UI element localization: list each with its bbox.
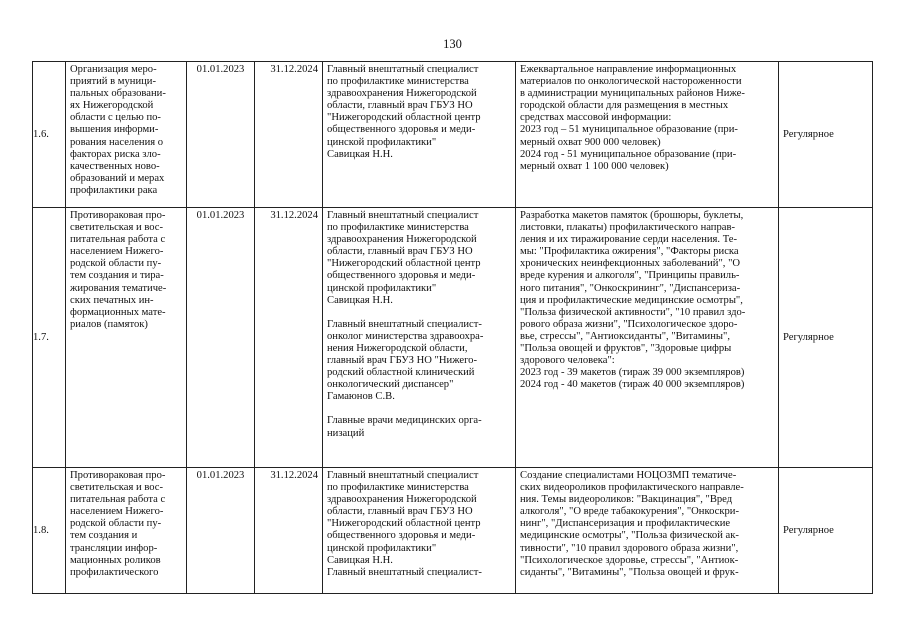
executor-line: Савицкая Н.Н. bbox=[327, 294, 393, 306]
event-line: Организация меро- bbox=[70, 64, 157, 75]
executor-line: области, главный врач ГБУЗ НО bbox=[327, 100, 473, 112]
executor-line: здравоохранения Нижегородской bbox=[327, 494, 477, 506]
event-line: риалов (памяток) bbox=[70, 318, 148, 330]
event-line: образований и мерах bbox=[70, 172, 165, 184]
event-line: трансляции инфор- bbox=[70, 542, 158, 554]
executor-line: цинской профилактики" bbox=[327, 542, 437, 554]
start-date: 01.01.2023 bbox=[187, 62, 255, 208]
frequency-cell: Регулярное bbox=[779, 208, 873, 468]
executor-cell bbox=[323, 208, 516, 468]
result-line: в администрации муниципальных районов Ниже- bbox=[520, 88, 745, 100]
result-line: ления и их тиражирование серди населения. Те- bbox=[520, 234, 738, 246]
end-date: 31.12.2024 bbox=[255, 62, 323, 208]
result-line: "Польза физической активности", "10 правил здо- bbox=[520, 306, 746, 318]
event-line: вышения информи- bbox=[70, 124, 159, 136]
event-line: Противораковая про- bbox=[70, 210, 166, 221]
result-line: "Психологическое здоровье, стрессы", "Антиок- bbox=[520, 554, 739, 566]
result-line: ских видеороликов профилактического направле- bbox=[520, 482, 744, 494]
executor-line: общественного здоровья и меди- bbox=[327, 124, 476, 136]
event-line: области с целью по- bbox=[70, 112, 161, 124]
frequency-cell: Регулярное bbox=[779, 62, 873, 208]
event-line: родской области пу- bbox=[70, 258, 162, 270]
start-date: 01.01.2023 bbox=[187, 468, 255, 594]
event-line: профилактического bbox=[70, 566, 159, 578]
executor-cell bbox=[323, 468, 516, 594]
table-row bbox=[33, 468, 873, 594]
executor-line: "Нижегородский областной центр bbox=[327, 112, 481, 124]
executor-line: "Нижегородский областной центр bbox=[327, 258, 481, 270]
event-line: питательная работа с bbox=[70, 494, 166, 506]
event-line: факторах риска зло- bbox=[70, 148, 161, 160]
start-date: 01.01.2023 bbox=[187, 208, 255, 468]
executor-cell bbox=[323, 62, 516, 208]
event-cell bbox=[66, 468, 187, 594]
end-date: 31.12.2024 bbox=[255, 208, 323, 468]
event-line: пальных образовани- bbox=[70, 88, 166, 100]
table-row bbox=[33, 62, 873, 208]
event-line: ях Нижегородской bbox=[70, 100, 154, 112]
result-line: городской области для размещения в местных bbox=[520, 100, 729, 112]
executor-line: низаций bbox=[327, 427, 365, 439]
executor-line: области, главный врач ГБУЗ НО bbox=[327, 506, 473, 518]
executor-line: родский областной клинический bbox=[327, 367, 475, 379]
row-number: 1.7. bbox=[33, 208, 66, 468]
executor-line: общественного здоровья и меди- bbox=[327, 530, 476, 542]
executor-line: Главный внештатный специалист bbox=[327, 470, 479, 481]
executor-line: здравоохранения Нижегородской bbox=[327, 234, 477, 246]
result-line: Ежеквартальное направление информационных bbox=[520, 64, 737, 75]
result-line: мы: "Профилактика ожирения", "Факторы риска bbox=[520, 246, 739, 258]
result-line: мерный охват 900 000 человек) bbox=[520, 136, 661, 148]
row-number: 1.6. bbox=[33, 62, 66, 208]
event-line: рования населения о bbox=[70, 136, 164, 148]
executor-line: Гамаюнов С.В. bbox=[327, 391, 395, 403]
event-line: профилактики рака bbox=[70, 184, 158, 196]
result-line: здорового человека": bbox=[520, 355, 615, 367]
executor-line: Главный внештатный специалист bbox=[327, 64, 479, 75]
result-line: сиданты", "Витамины", "Польза овощей и фрук- bbox=[520, 566, 739, 578]
result-line: ного питания", "Онкоскрининг", "Диспансериза- bbox=[520, 282, 741, 294]
result-line: ния. Темы видеороликов: "Вакцинация", "Вред bbox=[520, 494, 733, 506]
executor-line: "Нижегородский областной центр bbox=[327, 518, 481, 530]
executor-line: главный врач ГБУЗ НО "Нижего- bbox=[327, 355, 477, 367]
event-line: светительская и вос- bbox=[70, 222, 164, 234]
executor-line: Главный внештатный специалист- bbox=[327, 566, 482, 578]
executor-line bbox=[327, 403, 512, 415]
result-line: ция и профилактические медицинские осмотры", bbox=[520, 294, 743, 306]
executor-line: по профилактике министерства bbox=[327, 76, 469, 88]
result-cell bbox=[516, 468, 779, 594]
event-line: питательная работа с bbox=[70, 234, 166, 246]
result-line: 2023 год – 51 муниципальное образование (при- bbox=[520, 124, 738, 136]
result-cell bbox=[516, 62, 779, 208]
page-number: 130 bbox=[443, 37, 462, 51]
event-line: ских печатных ин- bbox=[70, 294, 154, 306]
result-cell bbox=[516, 208, 779, 468]
executor-line: области, главный врач ГБУЗ НО bbox=[327, 246, 473, 258]
result-line: Создание специалистами НОЦОЗМП тематиче- bbox=[520, 470, 737, 481]
frequency-cell: Регулярное bbox=[779, 468, 873, 594]
table-row bbox=[33, 208, 873, 468]
result-line: алкоголя", "О вреде табакокурения", "Онкоскри- bbox=[520, 506, 739, 518]
result-line: мерный охват 1 100 000 человек) bbox=[520, 160, 669, 172]
event-line: населением Нижего- bbox=[70, 246, 164, 258]
event-line: тем создания и bbox=[70, 530, 138, 542]
executor-line: Главный внештатный специалист- bbox=[327, 318, 482, 330]
result-line: 2024 год - 51 муниципальное образование (при- bbox=[520, 148, 737, 160]
executor-line: нения Нижегородской области, bbox=[327, 342, 468, 354]
event-line: населением Нижего- bbox=[70, 506, 164, 518]
event-line: мационных роликов bbox=[70, 554, 161, 566]
executor-line: онколог министерства здравоохра- bbox=[327, 330, 484, 342]
result-line: "Польза овощей и фруктов", "Здоровые цифры bbox=[520, 343, 732, 355]
executor-line: онкологический диспансер" bbox=[327, 379, 454, 391]
result-line: средствах массовой информации: bbox=[520, 112, 672, 124]
result-line: вреде курения и алкоголя", "Принципы правиль- bbox=[520, 270, 740, 282]
event-line: светительская и вос- bbox=[70, 482, 164, 494]
executor-line: цинской профилактики" bbox=[327, 136, 437, 148]
result-line: медицинские осмотры", "Польза физической ак- bbox=[520, 530, 739, 542]
row-number: 1.8. bbox=[33, 468, 66, 594]
result-line: 2024 год - 40 макетов (тираж 40 000 экземпляров) bbox=[520, 379, 745, 391]
executor-line: цинской профилактики" bbox=[327, 282, 437, 294]
executor-line: здравоохранения Нижегородской bbox=[327, 88, 477, 100]
event-line: приятий в муници- bbox=[70, 76, 156, 88]
result-line: листовки, плакаты) профилактического направ- bbox=[520, 222, 736, 234]
executor-line bbox=[327, 307, 512, 319]
event-line: тем создания и тира- bbox=[70, 270, 164, 282]
executor-line: Главные врачи медицинских орга- bbox=[327, 415, 482, 427]
executor-line: Савицкая Н.Н. bbox=[327, 148, 393, 160]
result-line: нинг", "Диспансеризация и профилактические bbox=[520, 518, 731, 530]
result-line: тивности", "10 правил здорового образа жизни", bbox=[520, 542, 739, 554]
result-line: Разработка макетов памяток (брошюры, буклеты, bbox=[520, 210, 744, 221]
event-line: родской области пу- bbox=[70, 518, 162, 530]
event-line: Противораковая про- bbox=[70, 470, 166, 481]
result-line: 2023 год - 39 макетов (тираж 39 000 экземпляров) bbox=[520, 367, 745, 379]
result-line: материалов по онкологической настороженности bbox=[520, 76, 742, 88]
executor-line: по профилактике министерства bbox=[327, 482, 469, 494]
executor-line: Савицкая Н.Н. bbox=[327, 554, 393, 566]
executor-line: общественного здоровья и меди- bbox=[327, 270, 476, 282]
result-line: рового образа жизни", "Психологическое здоро- bbox=[520, 318, 738, 330]
result-line: вье, стрессы", "Антиоксиданты", "Витамины", bbox=[520, 330, 730, 342]
result-line: хронических неинфекционных заболеваний", "О bbox=[520, 258, 741, 270]
event-cell bbox=[66, 62, 187, 208]
event-line: жирования тематиче- bbox=[70, 282, 167, 294]
executor-line: по профилактике министерства bbox=[327, 222, 469, 234]
event-cell bbox=[66, 208, 187, 468]
end-date: 31.12.2024 bbox=[255, 468, 323, 594]
event-line: формационных мате- bbox=[70, 306, 166, 318]
event-line: качественных ново- bbox=[70, 160, 160, 172]
executor-line: Главный внештатный специалист bbox=[327, 210, 479, 221]
plan-table bbox=[32, 61, 873, 594]
